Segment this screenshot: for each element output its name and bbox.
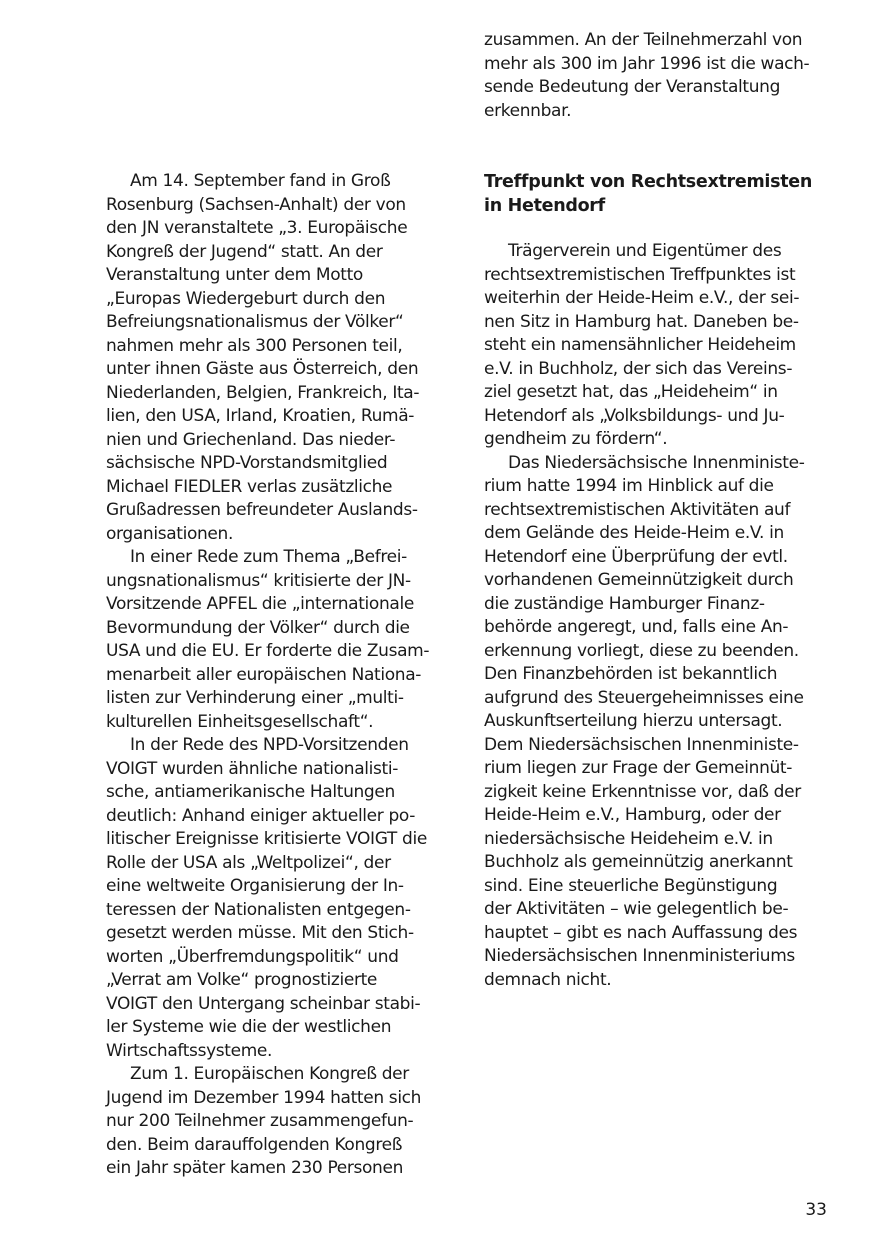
text-line: Jugend im Dezember 1994 hatten sich	[106, 1087, 422, 1108]
text-line: Rolle der USA als „Weltpolizei“, der	[106, 852, 391, 873]
text-line: der Aktivitäten – wie gelegentlich be-	[484, 899, 789, 919]
text-line: Buchholz als gemeinnützig anerkannt	[484, 852, 793, 872]
text-line: Niederlanden, Belgien, Frankreich, Ita-	[106, 382, 420, 403]
text-line: Am 14. September fand in Groß	[130, 171, 391, 191]
page-number: 33	[805, 1200, 827, 1220]
text-line: unter ihnen Gäste aus Österreich, den	[106, 359, 419, 379]
text-line: rium liegen zur Frage der Gemeinnüt-	[484, 758, 793, 778]
text-line: erkennbar.	[484, 100, 572, 121]
text-line: weiterhin der Heide-Heim e.V., der sei-	[484, 288, 800, 308]
text-line: nien und Griechenland. Das nieder-	[106, 429, 396, 450]
text-line: nur 200 Teilnehmer zusammengefun-	[106, 1111, 414, 1131]
text-line: Veranstaltung unter dem Motto	[106, 265, 363, 285]
left-column-body	[106, 170, 456, 1181]
text-line: den. Beim darauffolgenden Kongreß	[106, 1134, 403, 1155]
text-line: deutlich: Anhand einiger aktueller po-	[106, 805, 416, 826]
text-line: Hetendorf als „Volksbildungs- und Ju-	[484, 405, 785, 426]
text-line: erkennung vorliegt, diese zu beenden.	[484, 640, 799, 661]
text-line: dem Gelände des Heide-Heim e.V. in	[484, 523, 784, 543]
text-line: Michael FIEDLER verlas zusätzliche	[106, 476, 393, 497]
text-line: Kongreß der Jugend“ statt. An der	[106, 241, 383, 262]
text-line: nahmen mehr als 300 Personen teil,	[106, 335, 403, 356]
right-column-continuation	[484, 29, 834, 123]
text-line: „Verrat am Volke“ prognostizierte	[106, 970, 378, 990]
text-line: hauptet – gibt es nach Auffassung des	[484, 922, 798, 943]
text-line: eine weltweite Organisierung der In-	[106, 876, 404, 896]
text-line: Rosenburg (Sachsen-Anhalt) der von	[106, 194, 406, 215]
text-line: demnach nicht.	[484, 969, 612, 990]
text-line: sche, antiamerikanische Haltungen	[106, 782, 395, 802]
text-line: teressen der Nationalisten entgegen-	[106, 899, 411, 920]
text-line: Niedersächsischen Innenministeriums	[484, 946, 795, 966]
text-line: menarbeit aller europäischen Nationa-	[106, 664, 422, 685]
text-line: zigkeit keine Erkenntnisse vor, daß der	[484, 781, 801, 802]
text-line: Das Niedersächsische Innenministe-	[508, 452, 805, 473]
text-line: vorhandenen Gemeinnützigkeit durch	[484, 570, 794, 590]
text-line: rechtsextremistischen Aktivitäten auf	[484, 499, 791, 520]
text-line: rium hatte 1994 im Hinblick auf die	[484, 476, 774, 496]
text-line: sächsische NPD-Vorstandsmitglied	[106, 453, 388, 473]
text-line: Zum 1. Europäischen Kongreß der	[130, 1064, 409, 1084]
text-line: lien, den USA, Irland, Kroatien, Rumä-	[106, 406, 415, 426]
text-line: Heide-Heim e.V., Hamburg, oder der	[484, 805, 781, 825]
text-line: „Europas Wiedergeburt durch den	[106, 288, 386, 309]
text-line: In einer Rede zum Thema „Befrei-	[130, 547, 407, 567]
text-line: worten „Überfremdungspolitik“ und	[106, 946, 399, 967]
text-line: USA und die EU. Er forderte die Zusam-	[106, 641, 430, 661]
text-line: VOIGT wurden ähnliche nationalisti-	[106, 758, 399, 779]
text-line: rechtsextremistischen Treffpunktes ist	[484, 264, 796, 285]
text-line: VOIGT den Untergang scheinbar stabi-	[106, 993, 421, 1014]
text-line: kulturellen Einheitsgesellschaft“.	[106, 711, 374, 732]
text-line: Vorsitzende APFEL die „internationale	[106, 594, 414, 614]
text-line: Bevormundung der Völker“ durch die	[106, 617, 410, 638]
text-line: ler Systeme wie die der westlichen	[106, 1017, 392, 1037]
text-line: Trägerverein und Eigentümer des	[508, 241, 782, 261]
section-heading	[484, 170, 834, 218]
text-line: organisationen.	[106, 523, 234, 544]
text-line: In der Rede des NPD-Vorsitzenden	[130, 735, 409, 755]
text-line: niedersächsische Heideheim e.V. in	[484, 828, 773, 849]
heading-line: in Hetendorf	[484, 196, 605, 216]
text-line: sende Bedeutung der Veranstaltung	[484, 77, 781, 97]
text-line: zusammen. An der Teilnehmerzahl von	[484, 30, 803, 50]
text-line: mehr als 300 im Jahr 1996 ist die wach-	[484, 53, 810, 74]
text-line: Hetendorf eine Überprüfung der evtl.	[484, 546, 788, 567]
text-line: Wirtschaftssysteme.	[106, 1040, 273, 1061]
text-line: gesetzt werden müsse. Mit den Stich-	[106, 923, 414, 943]
heading-line: Treffpunkt von Rechtsextremisten	[484, 172, 812, 192]
text-line: Dem Niedersächsischen Innenministe-	[484, 734, 799, 755]
text-line: Grußadressen befreundeter Auslands-	[106, 500, 418, 520]
text-line: ungsnationalismus“ kritisierte der JN-	[106, 570, 411, 591]
text-line: aufgrund des Steuergeheimnisses eine	[484, 687, 804, 708]
text-line: listen zur Verhinderung einer „multi-	[106, 688, 404, 708]
text-line: ein Jahr später kamen 230 Personen	[106, 1158, 404, 1178]
text-line: Auskunftserteilung hierzu untersagt.	[484, 711, 783, 731]
text-line: ziel gesetzt hat, das „Heideheim“ in	[484, 382, 778, 402]
text-line: gendheim zu fördern“.	[484, 429, 668, 449]
right-column-body	[484, 240, 834, 992]
text-line: steht ein namensähnlicher Heideheim	[484, 335, 796, 355]
text-line: litischer Ereignisse kritisierte VOIGT die	[106, 829, 427, 849]
text-line: Den Finanzbehörden ist bekanntlich	[484, 664, 778, 684]
text-line: sind. Eine steuerliche Begünstigung	[484, 875, 778, 896]
text-line: e.V. in Buchholz, der sich das Vereins-	[484, 358, 793, 379]
text-line: den JN veranstaltete „3. Europäische	[106, 218, 408, 238]
text-line: Befreiungsnationalismus der Völker“	[106, 312, 404, 332]
text-line: nen Sitz in Hamburg hat. Daneben be-	[484, 311, 799, 332]
text-line: die zuständige Hamburger Finanz-	[484, 593, 765, 614]
text-line: behörde angeregt, und, falls eine An-	[484, 617, 789, 637]
